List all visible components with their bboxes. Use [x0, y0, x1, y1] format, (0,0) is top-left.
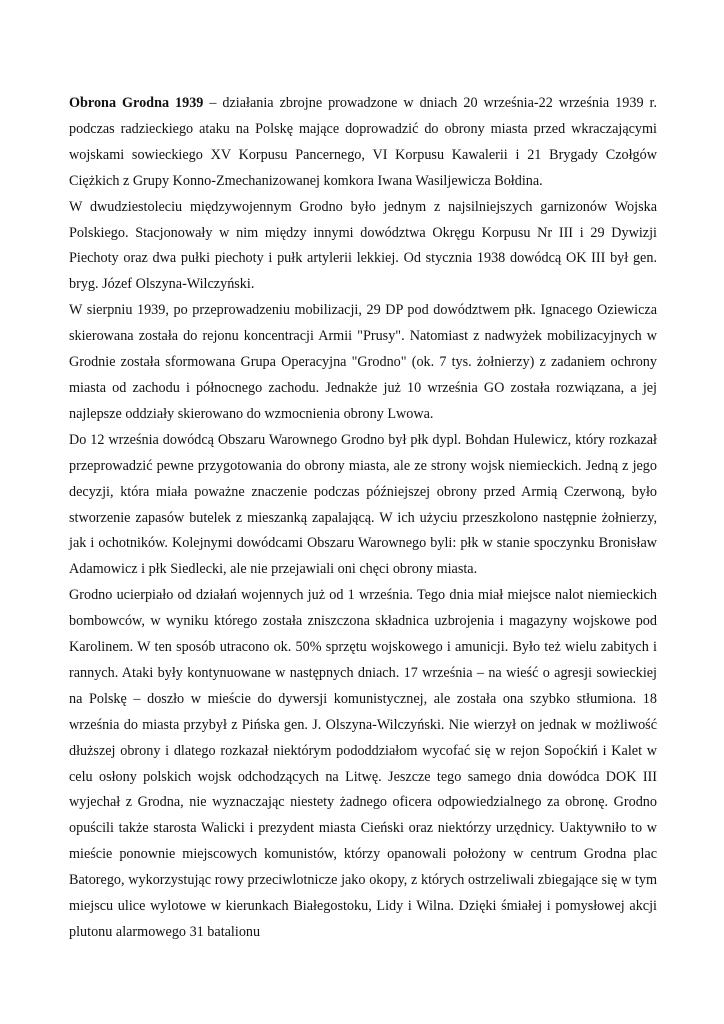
paragraph-september-events: Grodno ucierpiało od działań wojennych już od 1 września. Tego dnia miał miejsce nalot niemieckich bombowców, w wyniku którego została zniszczona składnica uzbrojenia i magazyny wojskowe pod Karolinem. W ten sposób utracono ok. 50% sprzętu wojskowego i amunicji. Było też wielu zabitych i rannych. Ataki były kontynuowane w następnych dniach. 17 września – na wieść o agresji sowieckiej na Polskę – doszło w mieście do dywersji komunistycznej, ale została ona szybko stłumiona. 18 września do miasta przybył z Pińska gen. J. Olszyna-Wilczyński. Nie wierzył on jednak w możliwość dłuższej obrony i dlatego rozkazał niektórym pododdziałom wycofać się w rejon Sopoćkiń i Kalet w celu osłony polskich wojsk odchodzących na Litwę. Jeszcze tego samego dnia dowódca DOK III wyjechał z Grodna, nie wyznaczając niestety żadnego oficera odpowiedzialnego za obronę. Grodno opuścili także starosta Walicki i prezydent miasta Cieński oraz niektórzy urzędnicy. Uaktywniło to w mieście ponownie miejscowych komunistów, którzy opanowali położony w centrum Grodna plac Batorego, wykorzystując rowy przeciwlotnicze jako okopy, z których ostrzeliwali zbiegające się w tym miejscu ulice wylotowe w kierunkach Białegostoku, Lidy i Wilna. Dzięki śmiałej i pomysłowej akcji plutonu alarmowego 31 batalionu — [69, 587, 657, 940]
paragraph-intro — [69, 91, 657, 195]
paragraph-intro-text: – działania zbrojne prowadzone w dniach 20 września-22 września 1939 r. podczas radzieckiego ataku na Polskę mające doprowadzić do obrony miasta przed wkraczającymi wojskami sowieckiego XV Korpusu Pancernego, VI Korpusu Kawalerii i 21 Brygady Czołgów Ciężkich z Grupy Konno-Zmechanizowanej komkora Iwana Wasiljewicza Bołdina. — [69, 95, 657, 189]
document-page — [69, 91, 657, 946]
paragraph-interwar: W dwudziestoleciu międzywojennym Grodno było jednym z najsilniejszych garnizonów Wojska Polskiego. Stacjonowały w nim między innymi dowództwa Okręgu Korpusu Nr III i 29 Dywizji Piechoty oraz dwa pułki piechoty i pułk artylerii lekkiej. Od stycznia 1938 dowódcą OK III był gen. bryg. Józef Olszyna-Wilczyński. — [69, 198, 657, 293]
lead-term: Obrona Grodna 1939 — [69, 95, 204, 111]
paragraph-command: Do 12 września dowódcą Obszaru Warownego Grodno był płk dypl. Bohdan Hulewicz, który rozkazał przeprowadzić pewne przygotowania do obrony miasta, ale ze strony wojsk niemieckich. Jedną z jego decyzji, która miała poważne znaczenie podczas późniejszej obrony przed Armią Czerwoną, było stworzenie zapasów butelek z mieszanką zapalającą. W ich użyciu przeszkolono następnie żołnierzy, jak i ochotników. Kolejnymi dowódcami Obszaru Warownego byli: płk w stanie spoczynku Bronisław Adamowicz i płk Siedlecki, ale nie przejawiali oni chęci obrony miasta. — [69, 431, 657, 578]
paragraph-mobilization: W sierpniu 1939, po przeprowadzeniu mobilizacji, 29 DP pod dowództwem płk. Ignacego Oziewicza skierowana została do rejonu koncentracji Armii "Prusy". Natomiast z nadwyżek mobilizacyjnych w Grodnie została sformowana Grupa Operacyjna "Grodno" (ok. 7 tys. żołnierzy) z zadaniem ochrony miasta od zachodu i północnego zachodu. Jednakże już 10 września GO została rozwiązana, a jej najlepsze oddziały skierowano do wzmocnienia obrony Lwowa. — [69, 302, 657, 422]
